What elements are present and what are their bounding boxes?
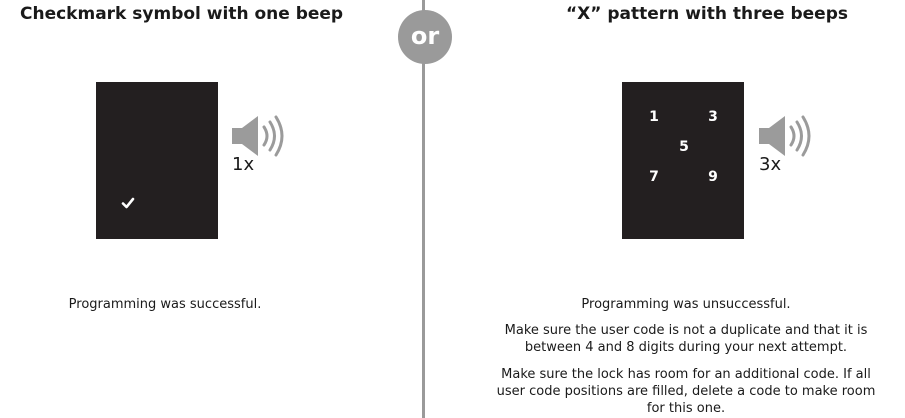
right-panel-title: “X” pattern with three beeps [566,4,848,24]
beep-count-success: 1x [232,154,255,175]
checkmark-icon [121,197,135,209]
keypad-digit: 9 [708,169,718,185]
keypad-digit: 7 [649,169,659,185]
speaker-icon [757,114,815,158]
keypad-success [96,82,218,239]
duplicate-code-instruction: Make sure the user code is not a duplicate and that it is between 4 and 8 digits during your next attempt. [504,323,868,355]
keypad-failure [622,82,744,239]
keypad-digit: 1 [649,109,659,125]
failure-caption: Programming was unsuccessful. [581,297,791,312]
speaker-icon [230,114,288,158]
keypad-digit: 3 [708,109,718,125]
or-label: or [410,21,440,50]
or-badge [398,10,452,64]
code-capacity-instruction: Make sure the lock has room for an additional code. If all user code positions are filled, delete a code to make room for this one. [496,367,876,416]
success-caption: Programming was successful. [68,297,262,312]
beep-count-failure: 3x [759,154,782,175]
left-panel-title: Checkmark symbol with one beep [20,4,344,24]
keypad-digit: 5 [679,139,689,155]
